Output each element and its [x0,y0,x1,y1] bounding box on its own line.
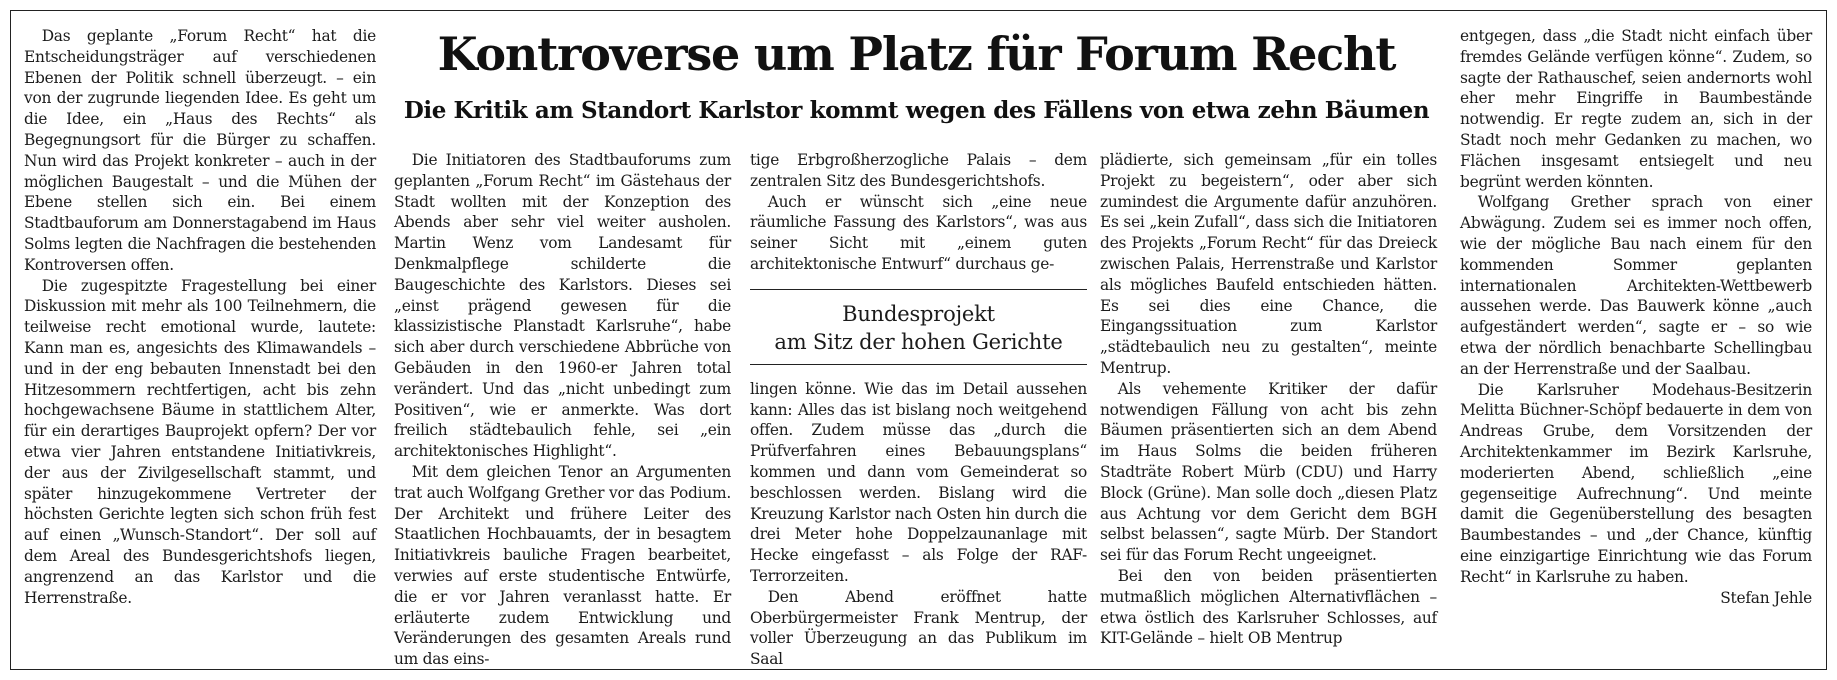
paragraph: Die zugespitzte Fragestellung bei einer Diskussion mit mehr als 100 Teilnehmern, die teilweise recht emotional wurde, lautete: Kann man es, angesichts des Klimawandels – und in der eng bebauten Innenstadt bei den Hitzesommern rechtfertigen, acht bis zehn hochgewachsene Bäume in stattlichem Alter, für ein derartiges Bauprojekt opfern? Der vor etwa vier Jahren entstandene Initiativkreis, der aus der Zivilgesellschaft stammt, und später hinzugekommene Vertreter der höchsten Gerichte legten sich schon früh fest auf einen „Wunsch-Standort“. Der soll auf dem Areal des Bundesgerichtshofs liegen, angrenzend an das Karlstor und die Herrenstraße. [24,276,376,607]
column-2 [394,150,731,670]
paragraph: Als vehemente Kritiker der dafür notwendigen Fällung von acht bis zehn Bäumen präsentierten sich an dem Abend im Haus Solms die beiden früheren Stadträte Robert Mürb (CDU) und Harry Block (Grüne). Man solle doch „diesen Platz aus Achtung vor dem Gericht dem BGH selbst belassen“, sagte Mürb. Der Standort sei für das Forum Recht ungeeignet. [1100,379,1437,565]
column-3 [750,150,1087,670]
column-4 [1100,150,1437,649]
crosshead-line-2: am Sitz der hohen Gerichte [774,329,1063,354]
paragraph: entgegen, dass „die Stadt nicht einfach über fremdes Gelände verfügen könne“. Zudem, so sagte der Rathauschef, seien andernorts wohl eher mehr Eingriffe in Baumbestände notwendig. Er regte zudem an, sich in der Stadt noch mehr Gedanken zu machen, wo Flächen insgesamt entsiegelt und neu begrünt werden könnten. [1460,27,1812,191]
subheadline: Die Kritik am Standort Karlstor kommt wegen des Fällens von etwa zehn Bäumen [403,97,1430,124]
paragraph: lingen könne. Wie das im Detail aussehen kann: Alles das ist bislang noch weitgehend offen. Zudem müsse das „durch die Prüfverfahren eines Bebauungsplans“ kommen und dann vom Gemeinderat so beschlossen werden. Bislang wird die Kreuzung Karlstor nach Osten hin durch die drei Meter hohe Doppelzaunanlage mit Hecke eingefasst – als Folge der RAF-Terrorzeiten. [750,379,1087,585]
paragraph: Auch er wünscht sich „eine neue räumliche Fassung des Karlstors“, was aus seiner Sicht mit „einem guten architektonische Entwurf“ durchaus ge- [750,192,1087,273]
crosshead-box [750,289,1087,365]
paragraph: Die Karlsruher Modehaus-Besitzerin Melitta Büchner-Schöpf bedauerte in dem von Andreas Grube, dem Vorsitzenden der Architektenkammer im Bezirk Karlsruhe, moderierten Abend, schließlich „eine gegenseitige Aufrechnung“. Und meinte damit die Gegenüberstellung des besagten Baumbestandes – und „der Chance, künftig eine einzigartige Einrichtung wie das Forum Recht“ in Karlsruhe zu haben. [1460,380,1812,586]
paragraph: Wolfgang Grether sprach von einer Abwägung. Zudem sei es immer noch offen, wie der mögliche Bau nach einem für den kommenden Sommer geplanten internationalen Architekten-Wettbewerb aussehen werde. Das Bauwerk könne „auch aufgeständert werden“, sagte er – so wie etwa der nördlich benachbarte Schellingbau an der Herrenstraße und der Saalbau. [1460,193,1812,378]
headline: Kontroverse um Platz für Forum Recht [437,27,1396,81]
paragraph: Den Abend eröffnet hatte Oberbürgermeister Frank Mentrup, der voller Überzeugung an das Publikum im Saal [750,587,1087,669]
column-5 [1460,26,1812,608]
paragraph: Bei den von beiden präsentierten mutmaßlich möglichen Alternativflächen – etwa östlich des Karlsruher Schlosses, auf KIT-Gelände – hielt OB Mentrup [1100,566,1437,648]
paragraph: plädierte, sich gemeinsam „für ein tolles Projekt zu begeistern“, oder aber sich zumindest die Argumente dafür anzuhören. Es sei „kein Zufall“, dass sich die Initiatoren des Projekts „Forum Recht“ für das Dreieck zwischen Palais, Herrenstraße und Karlstor als mögliches Baufeld entschieden hätten. Es sei dies eine Chance, die Eingangssituation zum Karlstor „städtebaulich neu zu gestalten“, meinte Mentrup. [1100,151,1437,377]
crosshead-line-1: Bundesprojekt [842,301,995,326]
author-byline: Stefan Jehle [1720,588,1812,607]
paragraph: Das geplante „Forum Recht“ hat die Entscheidungsträger auf verschiedenen Ebenen der Politik schnell überzeugt. – ein von der zugrunde liegenden Idee. Es geht um die Idee, ein „Haus des Rechts“ als Begegnungsort für die Bürger zu schaffen. Nun wird das Projekt konkreter – auch in der möglichen Baugestalt – und die Mühen der Ebene stellen sich ein. Bei einem Stadtbauforum am Donnerstagabend im Haus Solms legten die Nachfragen die bestehenden Kontroversen offen. [24,27,376,274]
paragraph: Die Initiatoren des Stadtbauforums zum geplanten „Forum Recht“ im Gästehaus der Stadt wollten mit der Konzeption des Abends aber sehr viel weiter ausholen. Martin Wenz vom Landesamt für Denkmalpflege schilderte die Baugeschichte des Karlstors. Dieses sei „einst prägend gewesen für die klassizistische Planstadt Karlsruhe“, habe sich aber durch verschiedene Abbrüche von Gebäuden in den 1960-er Jahren total verändert. Und das „nicht unbedingt zum Positiven“, wie er anmerkte. Was dort freilich städtebaulich fehle, sei „ein architektonisches Highlight“. [394,151,731,461]
paragraph: Mit dem gleichen Tenor an Argumenten trat auch Wolfgang Grether vor das Podium. Der Architekt und frühere Leiter des Staatlichen Hochbauamts, der in besagtem Initiativkreis bauliche Fragen bearbeitet, verwies auf erste studentische Entwürfe, die er vor Jahren veranlasst hatte. Er erläuterte zudem Entwicklung und Veränderungen des gesamten Areals rund um das eins- [394,462,731,669]
paragraph: tige Erbgroßherzogliche Palais – dem zentralen Sitz des Bundesgerichtshofs. [750,151,1087,190]
column-1 [24,26,376,608]
